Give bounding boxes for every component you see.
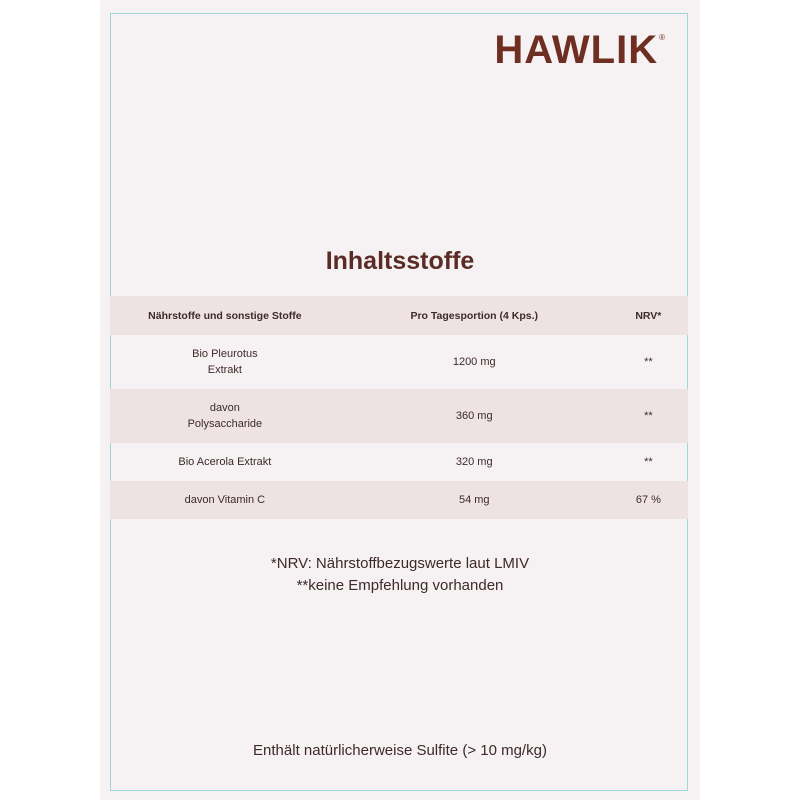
nutrient-name-line: Bio Acerola Extrakt — [178, 456, 272, 468]
nutrient-nrv: ** — [644, 456, 653, 468]
nutrition-table — [110, 296, 688, 519]
brand-logo — [494, 30, 666, 70]
header-nrv: NRV* — [609, 296, 688, 335]
nutrient-amount: 54 mg — [340, 481, 609, 519]
nutrient-name-line: Polysaccharide — [187, 418, 263, 430]
nutrient-nrv: ** — [644, 356, 653, 368]
nutrient-name-line: Bio Pleurotus — [192, 348, 258, 360]
nutrient-amount: 360 mg — [340, 389, 609, 443]
nutrient-name — [110, 389, 340, 443]
nutrient-name-line: davon — [209, 402, 240, 414]
table-row — [110, 481, 688, 519]
table-row — [110, 389, 688, 443]
nutrient-name-line: Extrakt — [207, 364, 242, 376]
registered-mark: ® — [659, 33, 666, 42]
page-title: Inhaltsstoffe — [325, 247, 475, 275]
header-nutrients: Nährstoffe und sonstige Stoffe — [110, 296, 340, 335]
table-row — [110, 335, 688, 389]
product-info-sheet — [100, 0, 700, 800]
nutrient-name — [110, 481, 340, 519]
nutrient-name-line: davon Vitamin C — [184, 494, 266, 506]
header-daily-portion: Pro Tagesportion (4 Kps.) — [340, 296, 609, 335]
footnotes — [100, 553, 700, 597]
nutrient-amount: 1200 mg — [452, 356, 496, 368]
sulfite-notice: Enthält natürlicherweise Sulfite (> 10 mg/kg) — [253, 742, 547, 759]
nutrient-nrv: 67 % — [609, 481, 688, 519]
table-row — [110, 443, 688, 481]
footnote-nrv: *NRV: Nährstoffbezugswerte laut LMIV — [270, 555, 530, 572]
nutrient-name — [110, 443, 340, 481]
nutrient-amount: 320 mg — [455, 456, 493, 468]
table-header-row — [110, 296, 688, 335]
nutrient-name — [110, 335, 340, 389]
nutrient-nrv: ** — [609, 389, 688, 443]
brand-name: HAWLIK — [494, 28, 659, 72]
footnote-no-recommendation: **keine Empfehlung vorhanden — [296, 577, 504, 594]
